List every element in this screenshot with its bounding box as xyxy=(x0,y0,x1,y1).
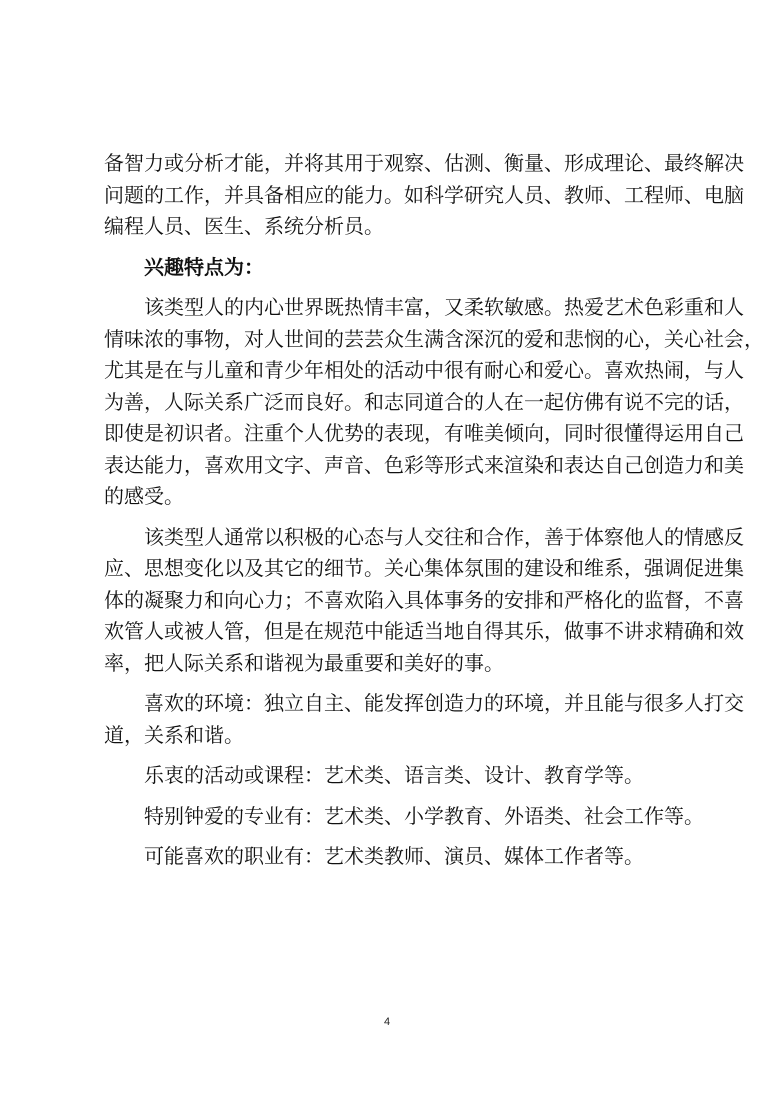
paragraph xyxy=(104,841,674,873)
text-line: 应、思想变化以及其它的细节。关心集体氛围的建设和维系，强调促进集 xyxy=(104,556,744,580)
text-line: 问题的工作，并具备相应的能力。如科学研究人员、教师、工程师、电脑 xyxy=(104,182,744,207)
paragraph xyxy=(104,760,674,792)
text-line: 表达能力，喜欢用文字、声音、色彩等形式来渲染和表达自己创造力和美 xyxy=(104,452,744,477)
paragraph xyxy=(104,688,744,751)
page-number: 4 xyxy=(383,1016,391,1028)
paragraph xyxy=(104,801,704,833)
text-line: 情味浓的事物，对人世间的芸芸众生满含深沉的爱和悲悯的心，关心社会， xyxy=(104,326,764,351)
paragraph xyxy=(104,148,744,243)
text-line: 即使是初识者。注重个人优势的表现，有唯美倾向，同时很懂得运用自己 xyxy=(104,421,744,445)
text-line: 率，把人际关系和谐视为最重要和美好的事。 xyxy=(104,650,504,675)
text-line: 体的凝聚力和向心力；不喜欢陷入具体事务的安排和严格化的监督，不喜 xyxy=(104,587,744,612)
text-line: 尤其是在与儿童和青少年相处的活动中很有耐心和爱心。喜欢热闹，与人 xyxy=(104,358,744,382)
section-heading xyxy=(104,252,674,284)
text-line: 的感受。 xyxy=(104,484,184,508)
body-text xyxy=(104,148,764,873)
text-line: 可能喜欢的职业有：艺术类教师、演员、媒体工作者等。 xyxy=(144,844,644,868)
text-line: 备智力或分析才能，并将其用于观察、估测、衡量、形成理论、最终解决 xyxy=(104,151,744,175)
text-line: 欢管人或被人管，但是在规范中能适当地自得其乐，做事不讲求精确和效 xyxy=(104,619,744,643)
paragraph xyxy=(104,522,744,680)
text-line: 特别钟爱的专业有：艺术类、小学教育、外语类、社会工作等。 xyxy=(144,803,704,828)
heading-text: 兴趣特点为： xyxy=(144,254,264,279)
text-line: 编程人员、医生、系统分析员。 xyxy=(104,214,384,238)
text-line: 道，关系和谐。 xyxy=(104,722,244,747)
paragraph xyxy=(104,292,764,513)
text-line: 乐衷的活动或课程：艺术类、语言类、设计、教育学等。 xyxy=(144,763,644,787)
text-line: 该类型人通常以积极的心态与人交往和合作，善于体察他人的情感反 xyxy=(144,524,744,549)
text-line: 喜欢的环境：独立自主、能发挥创造力的环境，并且能与很多人打交 xyxy=(144,691,744,715)
text-line: 该类型人的内心世界既热情丰富，又柔软敏感。热爱艺术色彩重和人 xyxy=(144,295,744,319)
text-line: 为善，人际关系广泛而良好。和志同道合的人在一起仿佛有说不完的话， xyxy=(104,389,744,414)
